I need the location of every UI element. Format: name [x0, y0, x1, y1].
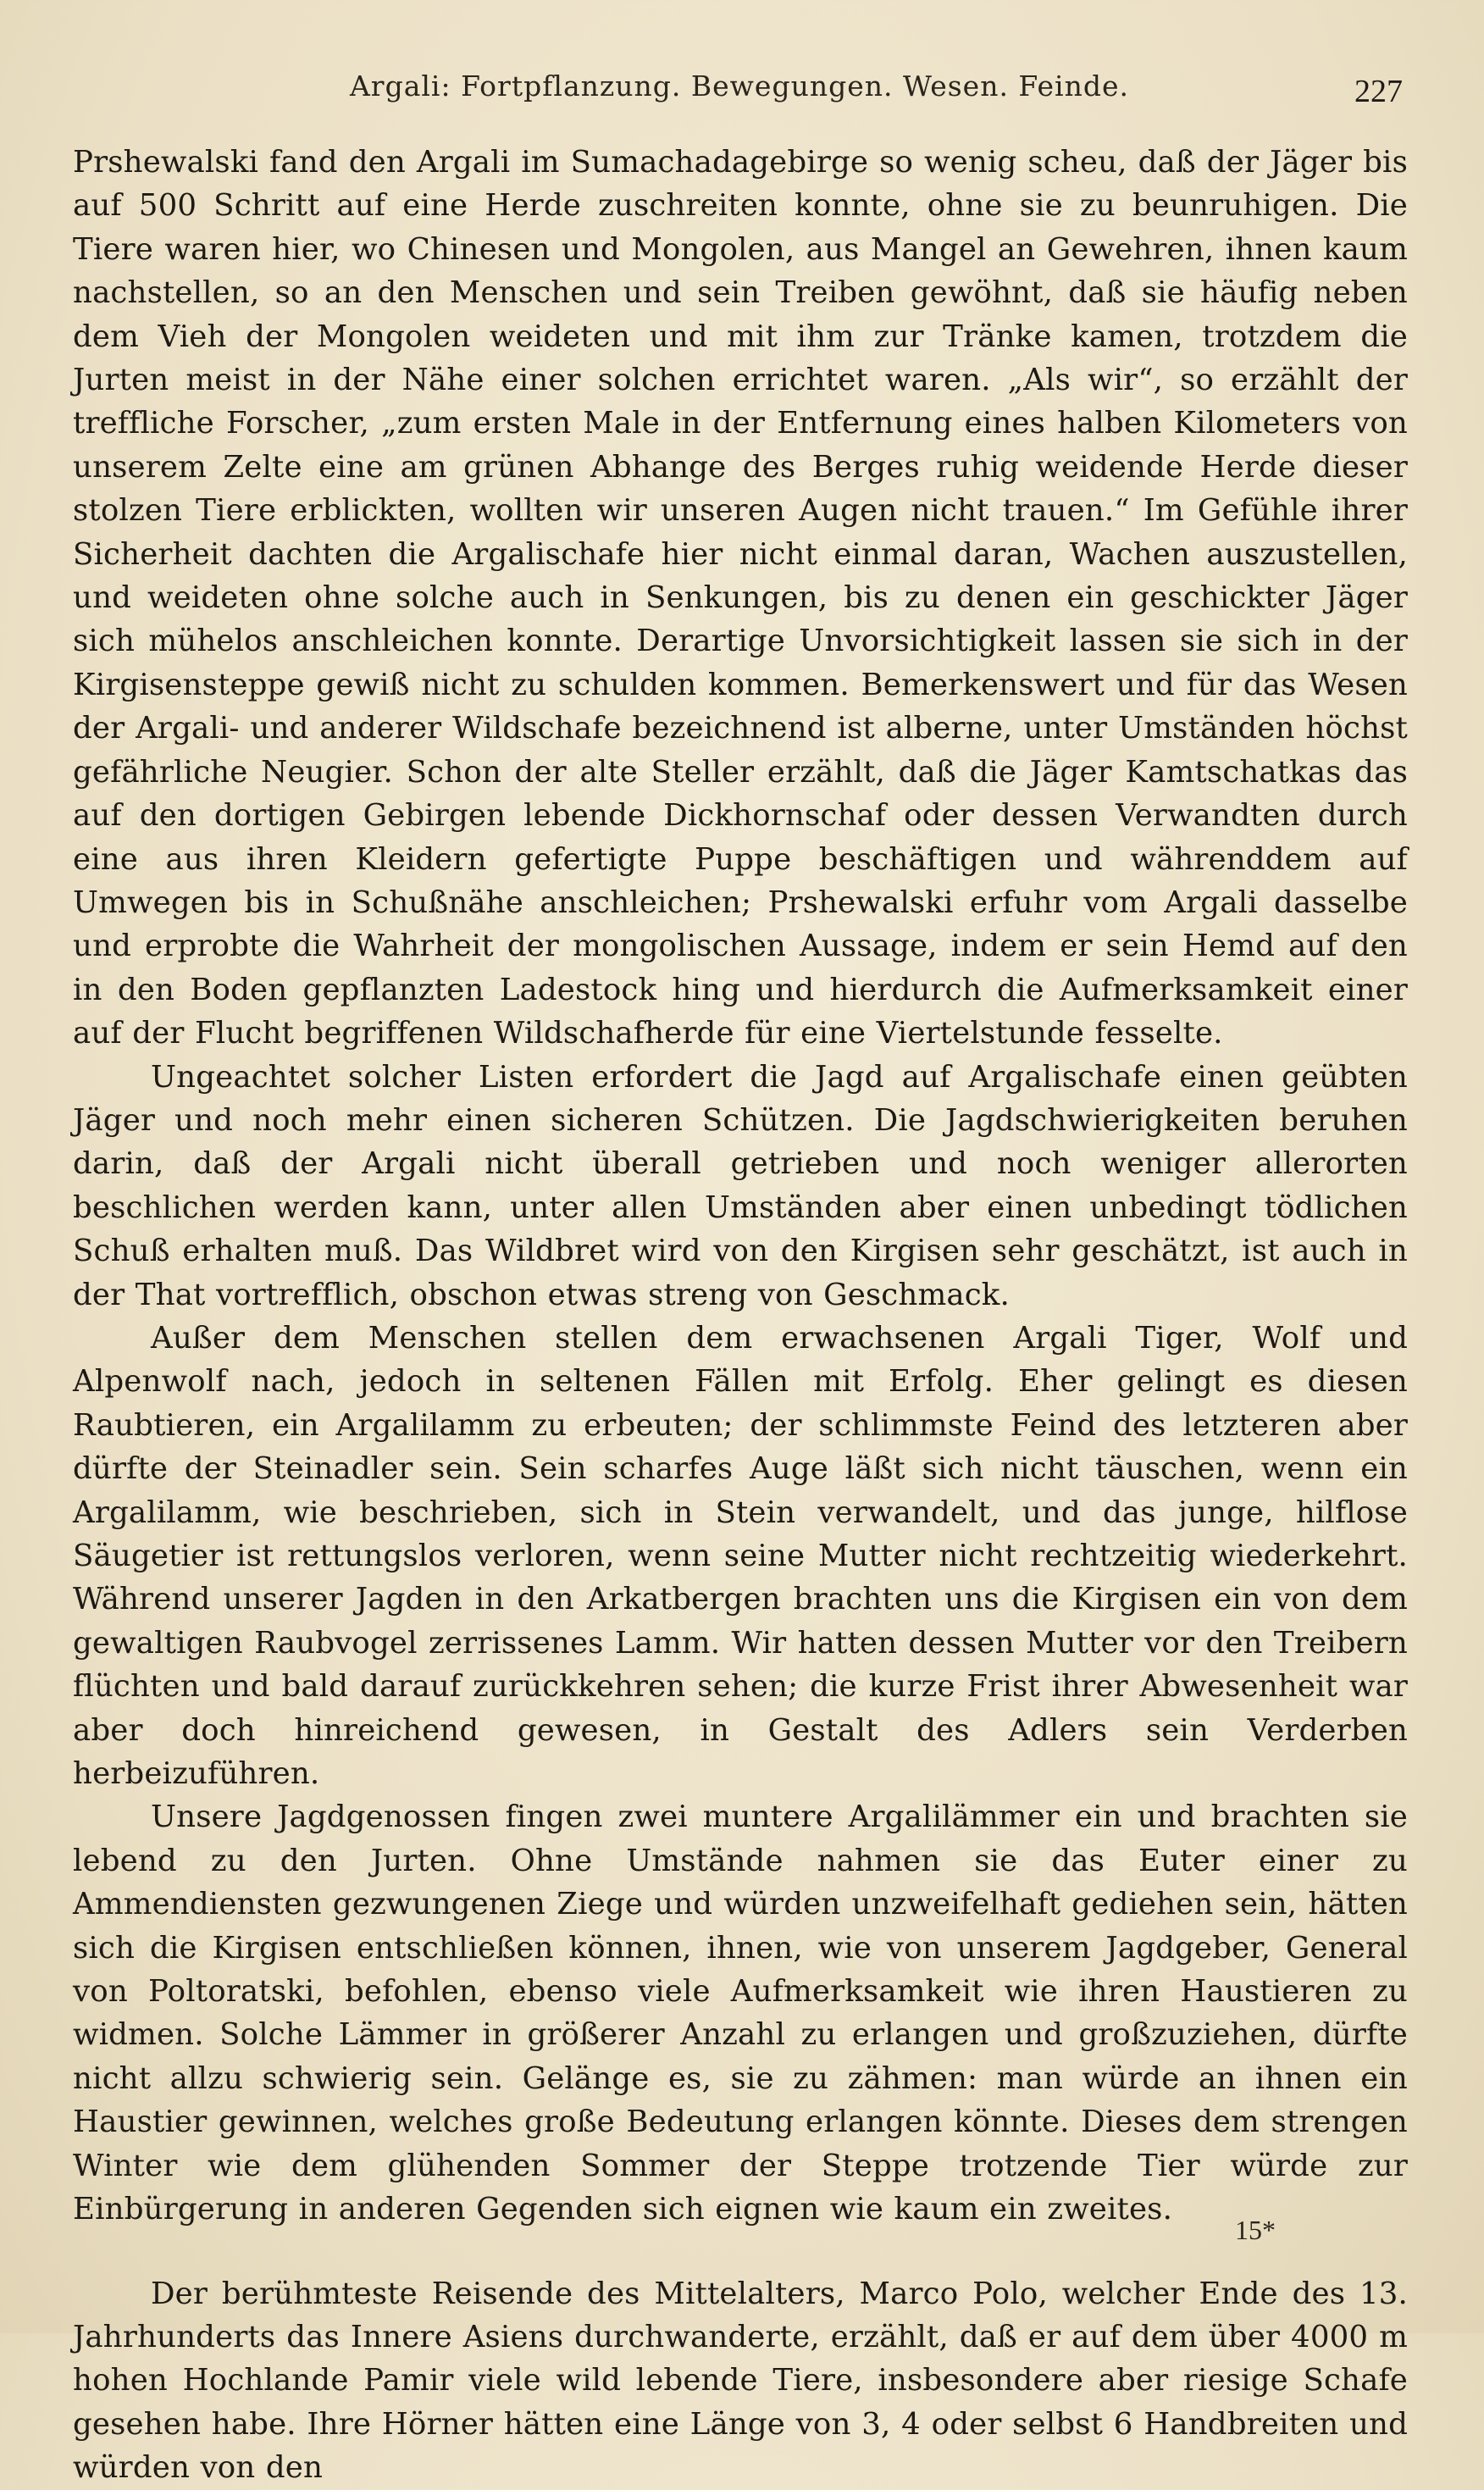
paragraph: Unsere Jagdgenossen fingen zwei muntere Argalilämmer ein und brachten sie lebend zu den Jurten. Ohne Umstände nahmen sie das Euter einer zu Ammendiensten gezwungenen Ziege und würden unzweifelhaft gediehen sein, hätten sich die Kirgisen entschließen können, ihnen, wie von unserem Jagdgeber, General von Poltoratski, befohlen, ebenso viele Aufmerksamkeit wie ihren Haustieren zu widmen. Solche Lämmer in größerer Anzahl zu erlangen und großzuziehen, dürfte nicht allzu schwierig sein. Gelänge es, sie zu zähmen: man würde an ihnen ein Haustier gewinnen, welches große Bedeutung erlangen könnte. Dieses dem strengen Winter wie dem glühenden Sommer der Steppe trotzende Tier würde zur Einbürgerung in anderen Gegenden sich eignen wie kaum ein zweites.: [73, 1800, 1408, 2227]
paragraph: Außer dem Menschen stellen dem erwachsenen Argali Tiger, Wolf und Alpenwolf nach, jedoch in seltenen Fällen mit Erfolg. Eher gelingt es diesen Raubtieren, ein Argalilamm zu erbeuten; der schlimmste Feind des letzteren aber dürfte der Steinadler sein. Sein scharfes Auge läßt sich nicht täuschen, wenn ein Argalilamm, wie beschrieben, sich in Stein verwandelt, und das junge, hilflose Säugetier ist rettungslos verloren, wenn seine Mutter nicht rechtzeitig wiederkehrt. Während unserer Jagden in den Arkatbergen brachten uns die Kirgisen ein von dem gewaltigen Raubvogel zerrissenes Lamm. Wir hatten dessen Mutter vor den Treibern flüchten und bald darauf zurückkehren sehen; die kurze Frist ihrer Abwesenheit war aber doch hinreichend gewesen, in Gestalt des Adlers sein Verderben herbeizuführen.: [73, 1320, 1408, 1792]
page-number: 227: [1354, 74, 1403, 109]
paragraph: Der berühmteste Reisende des Mittelalters, Marco Polo, welcher Ende des 13. Jahrhunderts das Innere Asiens durchwanderte, erzählt, daß er auf dem über 4000 m hohen Hochlande Pamir viele wild lebende Tiere, insbesondere aber riesige Schafe gesehen habe. Ihre Hörner hätten eine Länge von 3, 4 oder selbst 6 Handbreiten und würden von den: [73, 2276, 1408, 2486]
signature-mark: 15*: [1235, 2215, 1276, 2245]
running-header: [76, 69, 1403, 120]
paragraph: Ungeachtet solcher Listen erfordert die Jagd auf Argalischafe einen geübten Jäger und noch mehr einen sicheren Schützen. Die Jagdschwierigkeiten beruhen darin, daß der Argali nicht überall getrieben und noch weniger allerorten beschlichen werden kann, unter allen Umständen aber einen unbedingt tödlichen Schuß erhalten muß. Das Wildbret wird von den Kirgisen sehr geschätzt, ist auch in der That vortrefflich, obschon etwas streng von Geschmack.: [73, 1059, 1408, 1312]
body-text: [73, 141, 1408, 2490]
paragraph: Prshewalski fand den Argali im Sumachadagebirge so wenig scheu, daß der Jäger bis auf 500 Schritt auf eine Herde zuschreiten konnte, ohne sie zu beunruhigen. Die Tiere waren hier, wo Chinesen und Mongolen, aus Mangel an Gewehren, ihnen kaum nachstellen, so an den Menschen und sein Treiben gewöhnt, daß sie häufig neben dem Vieh der Mongolen weideten und mit ihm zur Tränke kamen, trotzdem die Jurten meist in der Nähe einer solchen errichtet waren. „Als wir“, so erzählt der treffliche Forscher, „zum ersten Male in der Entfernung eines halben Kilometers von unserem Zelte eine am grünen Abhange des Berges ruhig weidende Herde dieser stolzen Tiere erblickten, wollten wir unseren Augen nicht trauen.“ Im Gefühle ihrer Sicherheit dachten die Argalischafe hier nicht einmal daran, Wachen auszustellen, und weideten ohne solche auch in Senkungen, bis zu denen ein geschickter Jäger sich mühelos anschleichen konnte. Derartige Unvorsichtigkeit lassen sie sich in der Kirgisensteppe gewiß nicht zu schulden kommen. Bemerkenswert und für das Wesen der Argali- und anderer Wildschafe bezeichnend ist alberne, unter Umständen höchst gefährliche Neugier. Schon der alte Steller erzählt, daß die Jäger Kamtschatkas das auf den dortigen Gebirgen lebende Dickhornschaf oder dessen Verwandten durch eine aus ihren Kleidern gefertigte Puppe beschäftigen und währenddem auf Umwegen bis in Schußnähe anschleichen; Prshewalski erfuhr vom Argali dasselbe und erprobte die Wahrheit der mongolischen Aussage, indem er sein Hemd auf den in den Boden gepflanzten Ladestock hing und hierdurch die Aufmerksamkeit einer auf der Flucht begriffenen Wildschafherde für eine Viertelstunde fesselte.: [73, 145, 1408, 1051]
running-title: Argali: Fortpflanzung. Bewegungen. Wesen. Feinde.: [349, 69, 1130, 103]
